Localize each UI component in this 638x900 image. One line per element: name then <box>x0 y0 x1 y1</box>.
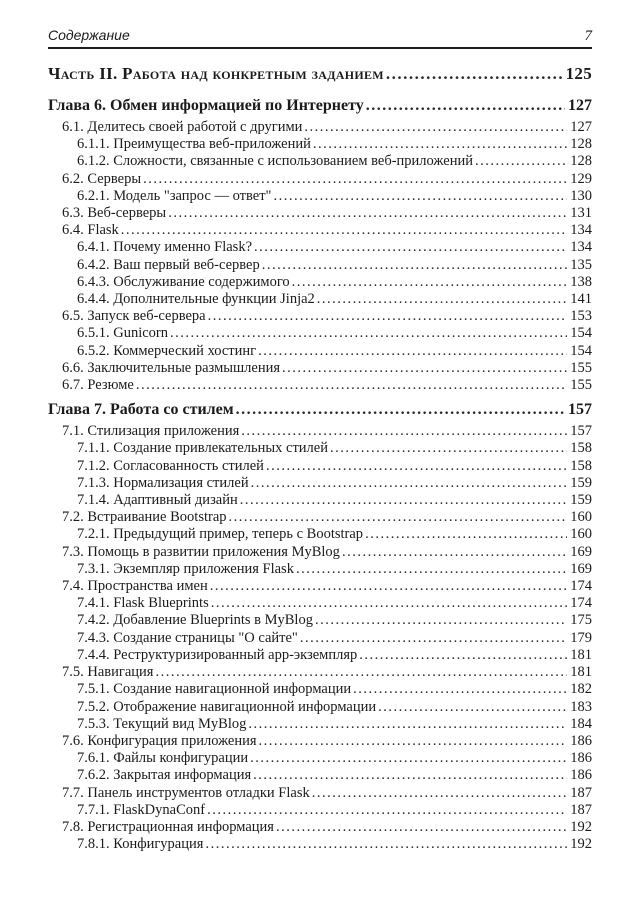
toc-entry <box>48 136 592 153</box>
toc-entry <box>48 612 592 629</box>
toc-entry <box>48 119 592 136</box>
toc-entry-page: 128 <box>570 136 592 153</box>
toc-entry-label: 7.7.1. FlaskDynaConf <box>77 801 206 818</box>
toc-entry-label: 7.5.2. Отображение навигационной информации <box>77 698 377 715</box>
toc-entry-page: 192 <box>570 836 592 853</box>
toc-entry <box>48 664 592 681</box>
toc-leader-dots <box>296 561 567 578</box>
toc-entry-label: 6.1. Делитесь своей работой с другими <box>62 119 303 135</box>
toc-leader-dots <box>365 526 567 543</box>
toc-entry-page: 158 <box>570 440 592 457</box>
toc-entry-page: 186 <box>570 732 592 749</box>
toc-leader-dots <box>315 612 567 629</box>
toc-entry-label: Часть II. Работа над конкретным заданием <box>48 64 384 83</box>
toc-entry <box>48 96 592 115</box>
toc-leader-dots <box>353 681 567 698</box>
toc-entry-page: 192 <box>570 818 592 835</box>
toc-leader-dots <box>241 423 567 440</box>
toc-leader-dots <box>254 239 567 256</box>
toc-entry <box>48 716 592 733</box>
toc-entry-page: 141 <box>570 291 592 308</box>
toc-entry <box>48 423 592 440</box>
toc-entry-label: 7.4. Пространства имен <box>62 578 208 595</box>
toc-entry-page: 154 <box>570 325 592 342</box>
toc-leader-dots <box>211 595 568 612</box>
toc-entry <box>48 750 592 767</box>
toc-entry-label: 6.5.1. Gunicorn <box>77 325 169 342</box>
toc-entry <box>48 377 592 394</box>
toc-entry-label: 6.5. Запуск веб-сервера <box>62 308 206 325</box>
toc-entry <box>48 785 592 802</box>
toc-entry-label: 7.4.3. Создание страницы "О сайте" <box>77 629 298 646</box>
toc-entry-label: 7.4.2. Добавление Blueprints в MyBlog <box>77 612 313 629</box>
toc-entry-page: 125 <box>565 64 592 83</box>
toc-entry-page: 174 <box>570 578 592 595</box>
toc-entry-label: 7.8.1. Конфигурация <box>77 836 204 853</box>
toc-leader-dots <box>282 360 567 377</box>
toc-entry-page: 181 <box>570 664 592 681</box>
toc-entry-page: 130 <box>570 187 592 204</box>
toc-entry <box>48 64 592 83</box>
toc-leader-dots <box>300 630 567 647</box>
toc-entry-page: 169 <box>570 560 592 577</box>
toc-entry <box>48 222 592 239</box>
toc-leader-dots <box>366 96 565 115</box>
toc-entry <box>48 836 592 853</box>
toc-entry-page: 128 <box>570 153 592 170</box>
toc-entry-page: 134 <box>570 222 592 239</box>
toc-list <box>48 64 592 853</box>
toc-entry-page: 157 <box>568 401 592 419</box>
toc-leader-dots <box>155 664 567 681</box>
toc-entry-label: 7.1.2. Согласованность стилей <box>77 457 264 474</box>
toc-entry-page: 174 <box>570 595 592 612</box>
toc-entry <box>48 325 592 342</box>
toc-entry-label: 7.7. Панель инструментов отладки Flask <box>62 784 310 801</box>
toc-leader-dots <box>253 767 567 784</box>
toc-entry-label: 6.6. Заключительные размышления <box>62 359 281 376</box>
toc-entry-label: 6.1.1. Преимущества веб-приложений <box>77 136 311 153</box>
toc-entry-label: 6.4.3. Обслуживание содержимого <box>77 273 290 290</box>
toc-leader-dots <box>330 440 567 457</box>
toc-entry <box>48 257 592 274</box>
toc-entry-page: 184 <box>570 715 592 732</box>
toc-entry-page: 160 <box>570 509 592 526</box>
toc-entry-label: 7.6. Конфигурация приложения <box>62 732 257 749</box>
toc-entry-page: 158 <box>570 457 592 474</box>
toc-entry <box>48 509 592 526</box>
toc-entry <box>48 343 592 360</box>
toc-entry <box>48 492 592 509</box>
toc-entry <box>48 239 592 256</box>
toc-entry-page: 159 <box>570 474 592 491</box>
toc-entry-label: 7.4.1. Flask Blueprints <box>77 595 209 612</box>
toc-entry-label: 7.1.4. Адаптивный дизайн <box>77 492 238 509</box>
toc-entry-page: 154 <box>570 342 592 359</box>
toc-entry-page: 186 <box>570 750 592 767</box>
toc-leader-dots <box>312 785 568 802</box>
toc-entry-label: 7.1.3. Нормализация стилей <box>77 474 249 491</box>
toc-entry <box>48 561 592 578</box>
toc-entry-label: 6.7. Резюме <box>62 377 134 394</box>
toc-leader-dots <box>251 475 568 492</box>
toc-entry <box>48 458 592 475</box>
toc-leader-dots <box>304 119 567 136</box>
toc-leader-dots <box>317 291 567 308</box>
toc-entry-page: 134 <box>570 239 592 256</box>
toc-entry <box>48 153 592 170</box>
toc-entry-label: 6.4. Flask <box>62 222 119 239</box>
toc-leader-dots <box>259 733 568 750</box>
toc-leader-dots <box>258 343 567 360</box>
toc-leader-dots <box>342 544 567 561</box>
toc-entry <box>48 188 592 205</box>
toc-entry-label: 6.4.1. Почему именно Flask? <box>77 239 252 256</box>
toc-leader-dots <box>121 222 567 239</box>
toc-entry <box>48 440 592 457</box>
toc-entry <box>48 171 592 188</box>
toc-entry-label: 6.1.2. Сложности, связанные с использованием веб-приложений <box>77 153 473 170</box>
toc-leader-dots <box>170 325 567 342</box>
toc-entry <box>48 595 592 612</box>
toc-leader-dots <box>208 308 568 325</box>
toc-entry-label: 7.5.3. Текущий вид MyBlog <box>77 715 247 732</box>
toc-entry <box>48 274 592 291</box>
toc-leader-dots <box>240 492 567 509</box>
toc-entry-page: 187 <box>570 784 592 801</box>
toc-entry <box>48 767 592 784</box>
toc-entry-label: 6.2.1. Модель "запрос — ответ" <box>77 187 272 204</box>
toc-entry-page: 155 <box>570 359 592 376</box>
toc-entry-label: 7.1.1. Создание привлекательных стилей <box>77 440 328 457</box>
toc-leader-dots <box>386 64 563 83</box>
toc-leader-dots <box>276 819 567 836</box>
toc-entry-label: 7.5. Навигация <box>62 664 154 681</box>
toc-entry-page: 127 <box>570 119 592 135</box>
toc-entry-page: 186 <box>570 767 592 784</box>
toc-entry-page: 183 <box>570 698 592 715</box>
toc-entry-label: 6.3. Веб-серверы <box>62 205 167 222</box>
running-header-title: Содержание <box>48 27 130 43</box>
toc-entry <box>48 578 592 595</box>
toc-entry-page: 181 <box>570 646 592 663</box>
toc-entry <box>48 699 592 716</box>
toc-leader-dots <box>248 716 567 733</box>
toc-leader-dots <box>292 274 568 291</box>
toc-leader-dots <box>262 257 568 274</box>
toc-entry-label: 7.5.1. Создание навигационной информации <box>77 681 352 698</box>
toc-entry <box>48 475 592 492</box>
toc-entry-label: 6.2. Серверы <box>62 170 142 187</box>
toc-entry <box>48 291 592 308</box>
toc-entry-page: 160 <box>570 526 592 543</box>
toc-entry <box>48 544 592 561</box>
toc-entry-page: 169 <box>570 543 592 560</box>
toc-entry-label: 7.1. Стилизация приложения <box>62 423 240 440</box>
toc-entry-page: 129 <box>570 170 592 187</box>
toc-entry-label: 7.6.2. Закрытая информация <box>77 767 252 784</box>
toc-entry-label: Глава 6. Обмен информацией по Интернету <box>48 97 364 114</box>
toc-leader-dots <box>266 458 567 475</box>
toc-leader-dots <box>229 509 568 526</box>
toc-entry <box>48 205 592 222</box>
toc-entry <box>48 400 592 419</box>
toc-leader-dots <box>236 400 565 419</box>
toc-leader-dots <box>359 647 567 664</box>
toc-entry-label: 6.5.2. Коммерческий хостинг <box>77 342 257 359</box>
toc-entry-page: 135 <box>570 256 592 273</box>
toc-leader-dots <box>210 578 568 595</box>
toc-entry-page: 138 <box>570 273 592 290</box>
toc-entry-page: 131 <box>570 205 592 222</box>
toc-entry-label: 7.2.1. Предыдущий пример, теперь с Bootstrap <box>77 526 364 543</box>
toc-leader-dots <box>136 377 567 394</box>
toc-entry-label: 7.8. Регистрационная информация <box>62 818 274 835</box>
toc-entry <box>48 360 592 377</box>
toc-leader-dots <box>313 136 567 153</box>
toc-entry <box>48 681 592 698</box>
toc-entry-page: 182 <box>570 681 592 698</box>
toc-entry-label: Глава 7. Работа со стилем <box>48 401 234 419</box>
running-header <box>48 27 592 49</box>
toc-entry-label: 6.4.2. Ваш первый веб-сервер <box>77 256 260 273</box>
toc-entry <box>48 733 592 750</box>
toc-entry-label: 7.3.1. Экземпляр приложения Flask <box>77 560 294 577</box>
toc-entry-label: 7.3. Помощь в развитии приложения MyBlog <box>62 543 340 560</box>
toc-entry <box>48 308 592 325</box>
toc-entry-page: 155 <box>570 377 592 394</box>
toc-leader-dots <box>205 836 567 853</box>
toc-entry <box>48 526 592 543</box>
toc-leader-dots <box>273 188 567 205</box>
toc-leader-dots <box>168 205 567 222</box>
toc-entry-page: 153 <box>570 308 592 325</box>
toc-entry-label: 7.4.4. Реструктуризированный app-экземпляр <box>77 646 358 663</box>
toc-entry-page: 127 <box>568 97 592 114</box>
toc-entry <box>48 630 592 647</box>
toc-leader-dots <box>207 802 567 819</box>
toc-leader-dots <box>143 171 567 188</box>
toc-entry-page: 157 <box>570 423 592 440</box>
toc-entry <box>48 819 592 836</box>
toc-entry <box>48 647 592 664</box>
toc-leader-dots <box>475 153 567 170</box>
toc-leader-dots <box>378 699 567 716</box>
toc-entry-label: 7.2. Встраивание Bootstrap <box>62 509 227 526</box>
toc-entry <box>48 802 592 819</box>
toc-leader-dots <box>250 750 567 767</box>
toc-entry-page: 159 <box>570 492 592 509</box>
toc-entry-page: 187 <box>570 801 592 818</box>
running-header-page-number: 7 <box>584 28 592 44</box>
toc-entry-page: 175 <box>570 612 592 629</box>
toc-entry-label: 6.4.4. Дополнительные функции Jinja2 <box>77 291 315 308</box>
toc-entry-label: 7.6.1. Файлы конфигурации <box>77 750 249 767</box>
toc-entry-page: 179 <box>570 629 592 646</box>
